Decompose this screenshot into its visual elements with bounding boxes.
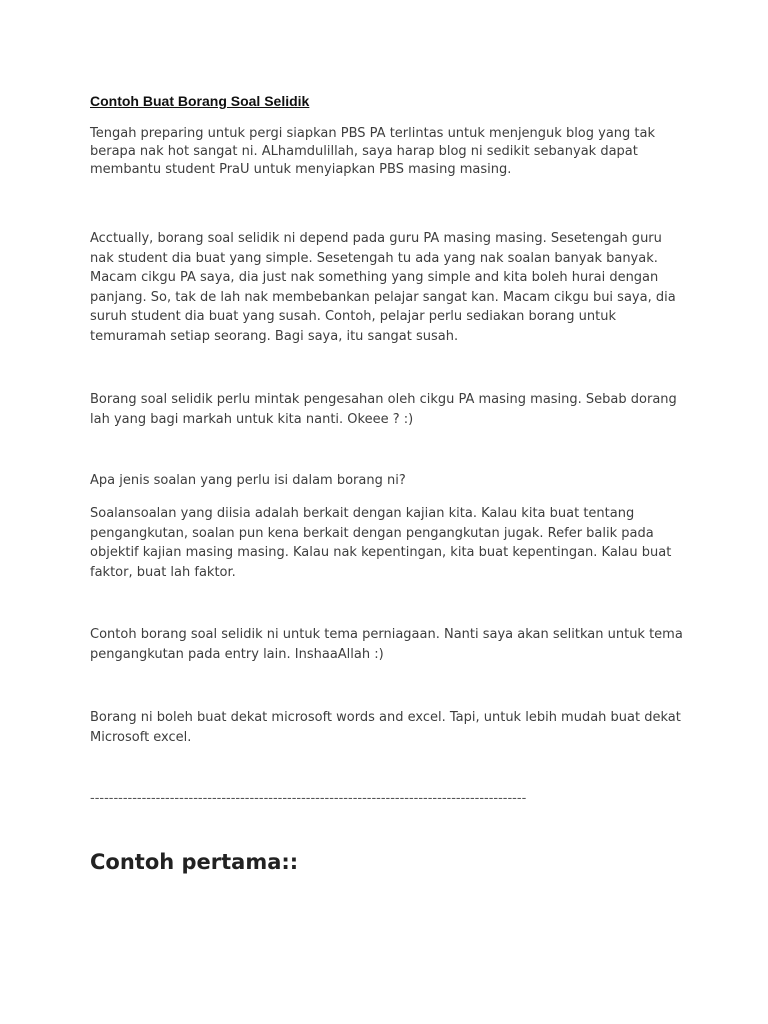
document-title: Contoh Buat Borang Soal Selidik	[90, 93, 310, 109]
dashed-divider: ---------------------------------------------------------------------------------------------	[90, 791, 527, 806]
paragraph-soalan: Soalansoalan yang diisia adalah berkait dengan kajian kita. Kalau kita buat tentang pengangkutan, soalan pun kena berkait dengan pengangkutan jugak. Refer balik pada objektif kajian masing masing. Kalau nak kepentingan, kita buat kepentingan. Kalau buat faktor, buat lah faktor.	[90, 506, 672, 580]
section-heading: Contoh pertama::	[90, 850, 299, 874]
paragraph-intro: Tengah preparing untuk pergi siapkan PBS PA terlintas untuk menjenguk blog yang tak berapa nak hot sangat ni. ALhamdulillah, saya harap blog ni sedikit sebanyak dapat membantu student PrаU untuk menyiapkan PBS masing masing.	[90, 126, 656, 177]
paragraph-excel: Borang ni boleh buat dekat microsoft words and excel. Tapi, untuk lebih mudah buat dekat Microsoft excel.	[90, 710, 681, 745]
paragraph-tema: Contoh borang soal selidik ni untuk tema perniagaan. Nanti saya akan selitkan untuk tema pengangkutan pada entry lain. InshaaAllah :)	[90, 627, 683, 662]
paragraph-pengesahan: Borang soal selidik perlu mintak pengesahan oleh cikgu PA masing masing. Sebab dorang lah yang bagi markah untuk kita nanti. Okeee ? :)	[90, 392, 677, 427]
paragraph-borang-depend: Acctually, borang soal selidik ni depend pada guru PA masing masing. Sesetengah guru nak student dia buat yang simple. Sesetengah tu ada yang nak soalan banyak banyak. Macam cikgu PA saya, dia just nak something yang simple and kita boleh hurai dengan panjang. So, tak de lah nak membebankan pelajar sangat kan. Macam cikgu bui saya, dia suruh student dia buat yang susah. Contoh, pelajar perlu sediakan borang untuk temuramah setiap seorang. Bagi saya, itu sangat susah.	[90, 231, 676, 344]
paragraph-question: Apa jenis soalan yang perlu isi dalam borang ni?	[90, 473, 406, 488]
